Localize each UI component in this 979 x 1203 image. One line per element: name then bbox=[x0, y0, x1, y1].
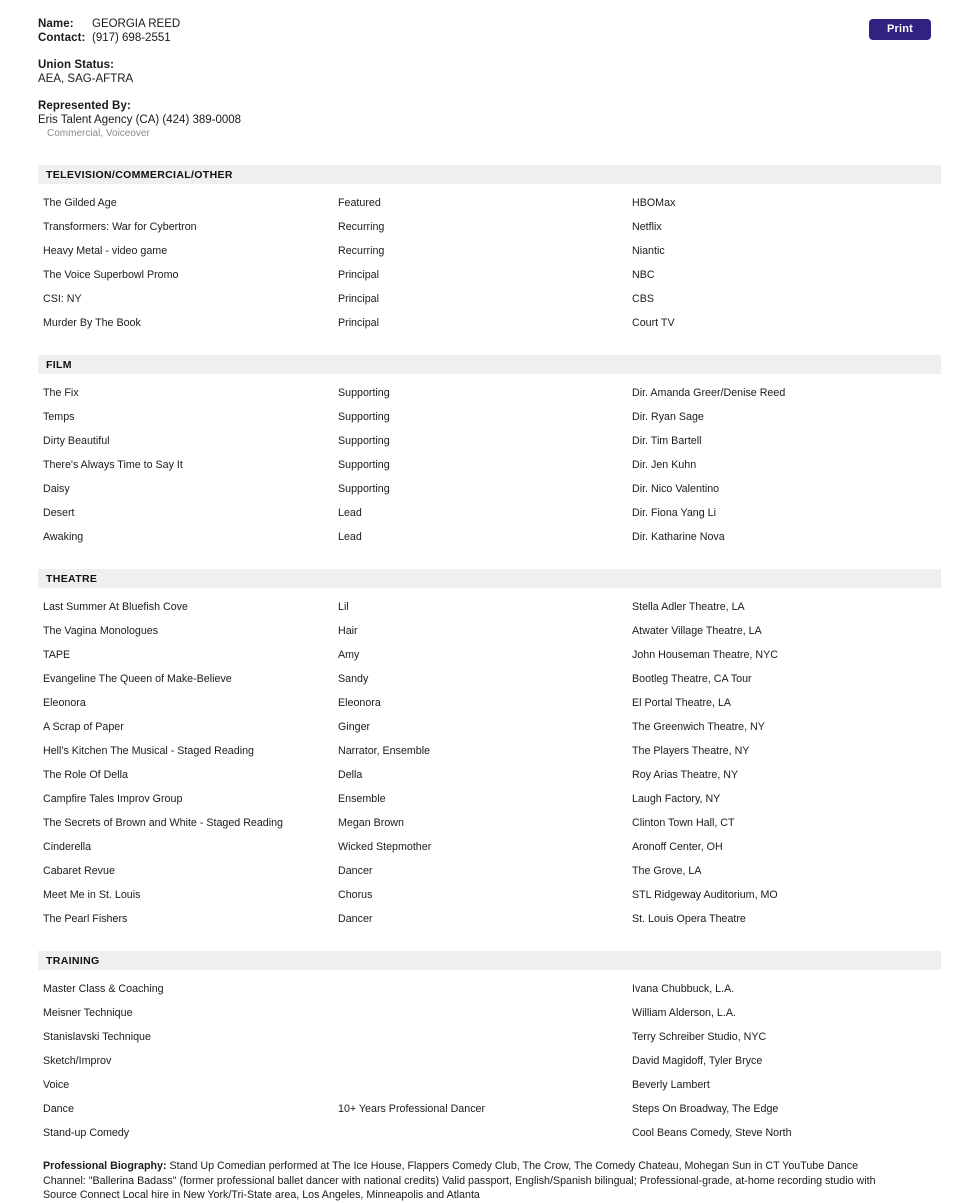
credit-row bbox=[38, 477, 941, 501]
credit-role: Lead bbox=[338, 507, 362, 519]
section-header bbox=[38, 165, 941, 184]
credit-row bbox=[38, 453, 941, 477]
credit-title: The Fix bbox=[43, 387, 79, 399]
credit-role: Hair bbox=[338, 625, 358, 637]
credit-role: Ginger bbox=[338, 721, 371, 733]
credit-detail: The Players Theatre, NY bbox=[632, 745, 750, 757]
credit-row bbox=[38, 811, 941, 835]
represented-by-label: Represented By: bbox=[38, 100, 131, 112]
section-title: TELEVISION/COMMERCIAL/OTHER bbox=[46, 168, 233, 181]
union-status-value: AEA, SAG-AFTRA bbox=[38, 73, 134, 85]
credit-title: CSI: NY bbox=[43, 293, 82, 305]
credit-detail: Steps On Broadway, The Edge bbox=[632, 1103, 779, 1115]
credit-role: Dancer bbox=[338, 865, 373, 877]
credit-role: Amy bbox=[338, 649, 360, 661]
credit-row bbox=[38, 619, 941, 643]
credit-row bbox=[38, 977, 941, 1001]
identity-block bbox=[38, 18, 941, 45]
credit-row bbox=[38, 1121, 941, 1145]
biography-text: Stand Up Comedian performed at The Ice House, Flappers Comedy Club, The Crow, The Comedy Chateau, Mohegan Sun in CT YouTube Dance Channel: "Ballerina Badass" (former professional ballet dancer with national credits) Valid passport, English/Spanish bilingual; Professional-grade, at-home recording studio with Source Connect Local hire in New York/Tri-State area, Los Angeles, Minneapolis and Atlanta bbox=[43, 1160, 876, 1201]
credit-row bbox=[38, 381, 941, 405]
credit-detail: William Alderson, L.A. bbox=[632, 1007, 736, 1019]
credits-sections bbox=[38, 165, 941, 1145]
credit-role: Della bbox=[338, 769, 363, 781]
credit-detail: Dir. Nico Valentino bbox=[632, 483, 720, 495]
credit-row bbox=[38, 525, 941, 549]
credit-title: Awaking bbox=[43, 531, 84, 543]
credit-detail: Dir. Katharine Nova bbox=[632, 531, 725, 543]
agency-value: Eris Talent Agency (CA) (424) 389-0008 bbox=[38, 114, 242, 126]
credit-title: Stanislavski Technique bbox=[43, 1031, 151, 1043]
credit-row bbox=[38, 287, 941, 311]
credit-row bbox=[38, 667, 941, 691]
credit-row bbox=[38, 715, 941, 739]
contact-value: (917) 698-2551 bbox=[92, 31, 171, 44]
credit-title: Campfire Tales Improv Group bbox=[43, 793, 183, 805]
credit-detail: Cool Beans Comedy, Steve North bbox=[632, 1127, 792, 1139]
credit-row bbox=[38, 739, 941, 763]
credit-detail: The Greenwich Theatre, NY bbox=[632, 721, 765, 733]
credit-role: Chorus bbox=[338, 889, 373, 901]
credit-role: Wicked Stepmother bbox=[338, 841, 432, 853]
credit-row bbox=[38, 405, 941, 429]
credit-detail: David Magidoff, Tyler Bryce bbox=[632, 1055, 763, 1067]
biography-label: Professional Biography: bbox=[43, 1160, 167, 1172]
credit-row bbox=[38, 1025, 941, 1049]
credit-detail: Dir. Tim Bartell bbox=[632, 435, 702, 447]
contact-label: Contact: bbox=[38, 31, 86, 44]
credit-detail: John Houseman Theatre, NYC bbox=[632, 649, 778, 661]
credit-role: Sandy bbox=[338, 673, 369, 685]
credit-detail: Dir. Jen Kuhn bbox=[632, 459, 697, 471]
credit-detail: Roy Arias Theatre, NY bbox=[632, 769, 739, 781]
credit-row bbox=[38, 1073, 941, 1097]
credits-section bbox=[38, 951, 941, 1145]
section-header bbox=[38, 951, 941, 970]
credit-detail: HBOMax bbox=[632, 197, 676, 209]
credit-detail: Niantic bbox=[632, 245, 665, 257]
credit-detail: Dir. Amanda Greer/Denise Reed bbox=[632, 387, 786, 399]
section-header bbox=[38, 355, 941, 374]
credit-row bbox=[38, 835, 941, 859]
credit-role: Lead bbox=[338, 531, 362, 543]
credit-detail: Dir. Ryan Sage bbox=[632, 411, 704, 423]
credit-detail: Terry Schreiber Studio, NYC bbox=[632, 1031, 767, 1043]
credit-title: Desert bbox=[43, 507, 75, 519]
credit-row bbox=[38, 1049, 941, 1073]
credit-role: Principal bbox=[338, 269, 379, 281]
credit-row bbox=[38, 763, 941, 787]
credit-detail: Court TV bbox=[632, 317, 675, 329]
credit-role: 10+ Years Professional Dancer bbox=[338, 1103, 486, 1115]
credit-title: Daisy bbox=[43, 483, 70, 495]
credit-title: Voice bbox=[43, 1079, 70, 1091]
credit-row bbox=[38, 595, 941, 619]
union-status-label: Union Status: bbox=[38, 59, 115, 71]
credit-title: Meet Me in St. Louis bbox=[43, 889, 141, 901]
credit-row bbox=[38, 643, 941, 667]
credits-section bbox=[38, 165, 941, 335]
credit-role: Principal bbox=[338, 293, 379, 305]
credit-title: Cabaret Revue bbox=[43, 865, 115, 877]
print-button[interactable]: Print bbox=[869, 19, 931, 40]
credit-title: The Voice Superbowl Promo bbox=[43, 269, 179, 281]
credit-title: Dirty Beautiful bbox=[43, 435, 110, 447]
section-title: FILM bbox=[46, 358, 72, 371]
credit-row bbox=[38, 263, 941, 287]
credit-detail: Laugh Factory, NY bbox=[632, 793, 721, 805]
credit-detail: The Grove, LA bbox=[632, 865, 702, 877]
credit-title: Cinderella bbox=[43, 841, 92, 853]
credit-role: Eleonora bbox=[338, 697, 381, 709]
credit-row bbox=[38, 311, 941, 335]
credit-row bbox=[38, 501, 941, 525]
credit-role: Supporting bbox=[338, 387, 390, 399]
credit-title: Transformers: War for Cybertron bbox=[43, 221, 197, 233]
credit-row bbox=[38, 883, 941, 907]
name-value: GEORGIA REED bbox=[92, 18, 181, 30]
credit-detail: Clinton Town Hall, CT bbox=[632, 817, 735, 829]
credit-role: Megan Brown bbox=[338, 817, 404, 829]
name-label: Name: bbox=[38, 18, 74, 30]
agency-categories: Commercial, Voiceover bbox=[47, 128, 150, 139]
credit-row bbox=[38, 191, 941, 215]
representation-block bbox=[38, 99, 941, 141]
professional-biography bbox=[38, 1159, 941, 1203]
credit-title: The Pearl Fishers bbox=[43, 913, 128, 925]
resume-header bbox=[38, 18, 941, 141]
credit-title: Eleonora bbox=[43, 697, 86, 709]
credit-detail: El Portal Theatre, LA bbox=[632, 697, 732, 709]
credit-role: Ensemble bbox=[338, 793, 386, 805]
credit-role: Supporting bbox=[338, 459, 390, 471]
credit-title: TAPE bbox=[43, 649, 71, 661]
credit-detail: Bootleg Theatre, CA Tour bbox=[632, 673, 752, 685]
credit-role: Supporting bbox=[338, 411, 390, 423]
credit-detail: Stella Adler Theatre, LA bbox=[632, 601, 745, 613]
credit-title: Murder By The Book bbox=[43, 317, 141, 329]
credit-detail: Atwater Village Theatre, LA bbox=[632, 625, 762, 637]
credit-title: Heavy Metal - video game bbox=[43, 245, 168, 257]
credit-role: Recurring bbox=[338, 245, 385, 257]
credit-title: There's Always Time to Say It bbox=[43, 459, 183, 471]
credits-section bbox=[38, 355, 941, 549]
credit-row bbox=[38, 787, 941, 811]
credit-title: Hell's Kitchen The Musical - Staged Reading bbox=[43, 745, 254, 757]
credit-title: Meisner Technique bbox=[43, 1007, 133, 1019]
credit-row bbox=[38, 429, 941, 453]
credit-title: Dance bbox=[43, 1103, 74, 1115]
credit-title: The Gilded Age bbox=[43, 197, 117, 209]
credit-row bbox=[38, 691, 941, 715]
credit-detail: Ivana Chubbuck, L.A. bbox=[632, 983, 735, 995]
credit-role: Supporting bbox=[338, 483, 390, 495]
credit-role: Narrator, Ensemble bbox=[338, 745, 431, 757]
spacer bbox=[38, 86, 941, 99]
credit-detail: NBC bbox=[632, 269, 655, 281]
credit-role: Principal bbox=[338, 317, 379, 329]
credit-role: Supporting bbox=[338, 435, 390, 447]
credit-detail: CBS bbox=[632, 293, 654, 305]
credit-role: Featured bbox=[338, 197, 381, 209]
credit-title: A Scrap of Paper bbox=[43, 721, 124, 733]
credit-detail: STL Ridgeway Auditorium, MO bbox=[632, 889, 778, 901]
credit-row bbox=[38, 1097, 941, 1121]
credit-detail: Aronoff Center, OH bbox=[632, 841, 723, 853]
spacer bbox=[38, 45, 941, 58]
credit-detail: Dir. Fiona Yang Li bbox=[632, 507, 716, 519]
credit-title: Stand-up Comedy bbox=[43, 1127, 130, 1139]
credit-role: Lil bbox=[338, 601, 349, 613]
credit-detail: St. Louis Opera Theatre bbox=[632, 913, 746, 925]
credit-title: Sketch/Improv bbox=[43, 1055, 112, 1067]
credit-row bbox=[38, 1001, 941, 1025]
credit-role: Recurring bbox=[338, 221, 385, 233]
credit-title: Last Summer At Bluefish Cove bbox=[43, 601, 188, 613]
credit-row bbox=[38, 239, 941, 263]
section-header bbox=[38, 569, 941, 588]
credit-row bbox=[38, 907, 941, 931]
credit-title: Temps bbox=[43, 411, 75, 423]
credit-title: Master Class & Coaching bbox=[43, 983, 164, 995]
credit-detail: Netflix bbox=[632, 221, 662, 233]
credit-title: Evangeline The Queen of Make-Believe bbox=[43, 673, 232, 685]
section-title: THEATRE bbox=[46, 572, 98, 585]
credit-row bbox=[38, 859, 941, 883]
credit-detail: Beverly Lambert bbox=[632, 1079, 710, 1091]
name-line bbox=[38, 18, 941, 32]
union-status-block bbox=[38, 58, 941, 86]
credit-row bbox=[38, 215, 941, 239]
credit-title: The Secrets of Brown and White - Staged Reading bbox=[43, 817, 284, 829]
section-title: TRAINING bbox=[46, 954, 100, 967]
credits-section bbox=[38, 569, 941, 931]
credit-role: Dancer bbox=[338, 913, 373, 925]
credit-title: The Vagina Monologues bbox=[43, 625, 159, 637]
contact-line bbox=[38, 32, 941, 46]
credit-title: The Role Of Della bbox=[43, 769, 128, 781]
